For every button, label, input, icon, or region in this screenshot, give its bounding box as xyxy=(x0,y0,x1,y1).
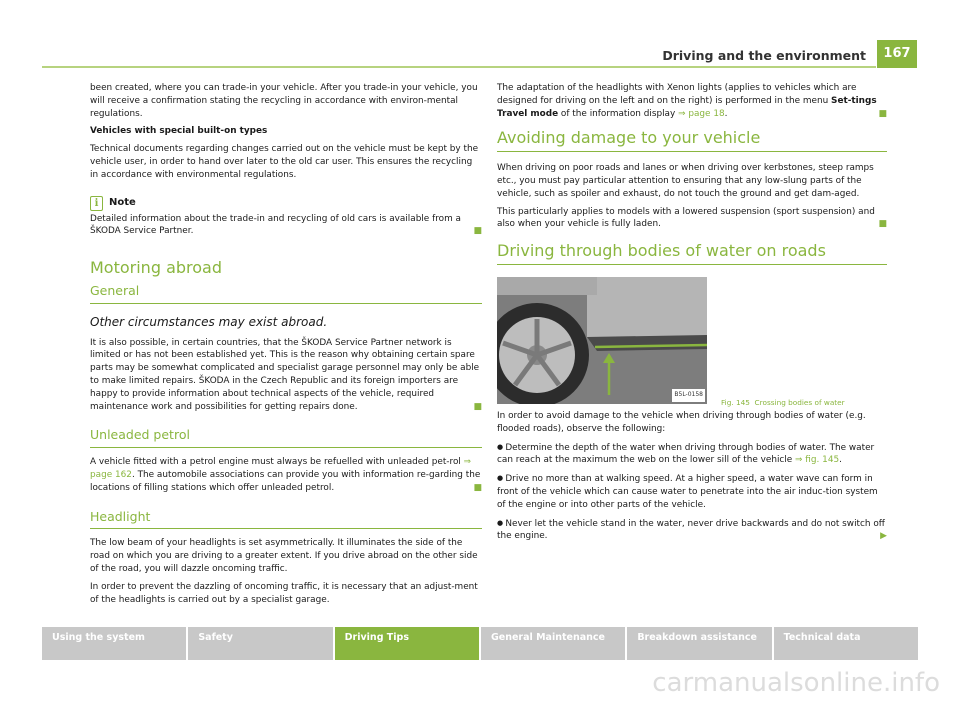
paragraph: Technical documents regarding changes carried out on the vehicle must be kept by the vehicle user, in order to hand over later to the old car user. This ensures the recycling in accordance with environmental regulations. xyxy=(90,144,479,180)
fig-ref-link[interactable]: ⇒ fig. 145 xyxy=(795,455,840,466)
paragraph-text: It is also possible, in certain countries, that the ŠKODA Service Partner network is limited or has not been established yet. This is the reason why obtaining certain spare parts may be somewhat complicated and specialist garage personnel may only be able to make limited repairs. ŠKODA in the Czech Republic and its foreign importers are happy to provide information about technical aspects of the vehicle, required maintenance work and possibilities for getting repairs done. xyxy=(90,337,480,412)
paragraph: The low beam of your headlights is set asymmetrically. It illuminates the side of the road on which you are driving to a greater extent. If you drive abroad on the other side of the road, you will dazzle oncoming traffic. xyxy=(90,538,478,574)
heading-water-crossing: Driving through bodies of water on roads xyxy=(497,245,887,265)
heading-unleaded-petrol: Unleaded petrol xyxy=(90,429,482,448)
heading-general: General xyxy=(90,285,482,304)
heading-headlight: Headlight xyxy=(90,511,482,530)
paragraph-text: The adaptation of the headlights with Xenon lights (applies to vehicles which are designed for driving on the left and on the right) is performed in the menu xyxy=(497,83,857,106)
figure-caption-text: Crossing bodies of water xyxy=(754,398,845,408)
car-wheel-illustration xyxy=(497,277,707,404)
figure-code: B5L-0158 xyxy=(672,389,705,402)
figure-label: Fig. 145 xyxy=(721,398,750,408)
note-text xyxy=(90,213,482,239)
figure-block xyxy=(497,277,887,410)
paragraph: In order to avoid damage to the vehicle when driving through bodies of water (e.g. flooded roads), observe the following: xyxy=(497,410,866,434)
paragraph-text: . xyxy=(724,108,728,119)
list-item xyxy=(497,441,887,468)
header-rule xyxy=(42,66,876,68)
menu-path: Set-tings Travel mode xyxy=(497,95,877,119)
running-header: Driving and the environment xyxy=(662,48,866,63)
figure-water-crossing xyxy=(497,277,707,404)
watermark: carmanualsonline.info xyxy=(652,668,940,698)
paragraph-text: A vehicle fitted with a petrol engine must always be refuelled with unleaded pet-rol xyxy=(90,457,464,468)
figure-caption xyxy=(721,397,845,410)
end-mark-icon: ■ xyxy=(473,226,482,237)
italic-lead: Other circumstances may exist abroad. xyxy=(90,314,328,329)
paragraph xyxy=(497,206,887,232)
tab-technical-data[interactable]: Technical data xyxy=(774,627,918,660)
paragraph-text: This particularly applies to models with a lowered suspension (sport suspension) and also when your vehicle is fully laden. xyxy=(497,206,875,230)
note-label: Note xyxy=(109,196,136,208)
paragraph xyxy=(90,337,482,414)
list-item: ● Drive no more than at walking speed. At a higher speed, a water wave can form in front of the vehicle which can cause water to penetrate into the air induc-tion system of the engine or into other parts of the vehicle. xyxy=(497,472,887,511)
page-ref-link[interactable]: ⇒ page 18 xyxy=(678,108,725,119)
list-item-text: Never let the vehicle stand in the water, never drive backwards and do not switch off the engine. xyxy=(497,518,885,542)
tab-safety[interactable]: Safety xyxy=(188,627,332,660)
subheading-special-vehicles: Vehicles with special built-on types xyxy=(90,126,268,137)
end-mark-icon: ■ xyxy=(473,401,482,412)
info-icon: i xyxy=(90,196,103,211)
paragraph xyxy=(497,82,887,120)
list-item-text: . xyxy=(839,455,842,466)
paragraph-text: . The automobile associations can provide you with information re-garding the locations of filling stations which offer unleaded petrol. xyxy=(90,469,481,493)
page-ref-link[interactable]: ⇒ page 162 xyxy=(90,457,472,480)
heading-avoiding-damage: Avoiding damage to your vehicle xyxy=(497,132,887,152)
paragraph xyxy=(90,456,482,494)
page-number: 167 xyxy=(877,40,917,68)
left-column xyxy=(90,82,482,611)
list-item-text: Determine the depth of the water when driving through bodies of water. The water can reach at the maximum the web on the lower sill of the vehicle xyxy=(497,442,875,466)
right-column xyxy=(497,82,887,548)
note-body: Detailed information about the trade-in and recycling of old cars is available from a ŠKODA Service Partner. xyxy=(90,213,461,237)
paragraph: In order to prevent the dazzling of oncoming traffic, it is necessary that an adjust-ment of the headlights is carried out by a specialist garage. xyxy=(90,581,478,605)
footer-nav xyxy=(42,627,918,660)
list-item xyxy=(497,517,887,544)
continue-arrow-icon: ▶ xyxy=(880,531,887,542)
tab-breakdown-assistance[interactable]: Breakdown assistance xyxy=(627,627,771,660)
paragraph: been created, where you can trade-in your vehicle. After you trade-in your vehicle, you will receive a confirmation stating the recycling in accordance with environ-mental regulations. xyxy=(90,83,478,119)
end-mark-icon: ■ xyxy=(878,108,887,119)
tab-general-maintenance[interactable]: General Maintenance xyxy=(481,627,625,660)
end-mark-icon: ■ xyxy=(473,482,482,493)
heading-motoring-abroad: Motoring abroad xyxy=(90,258,222,278)
note-header xyxy=(90,196,482,211)
paragraph-text: of the information display xyxy=(558,108,679,119)
paragraph: When driving on poor roads and lanes or when driving over kerbstones, steep ramps etc., you must pay particular attention to ensuring that any low-slung parts of the vehicle, such as spoiler and exhaust, do not touch the ground and get dam-aged. xyxy=(497,163,874,199)
tab-using-the-system[interactable]: Using the system xyxy=(42,627,186,660)
end-mark-icon: ■ xyxy=(878,219,887,230)
tab-driving-tips[interactable]: Driving Tips xyxy=(335,627,479,660)
